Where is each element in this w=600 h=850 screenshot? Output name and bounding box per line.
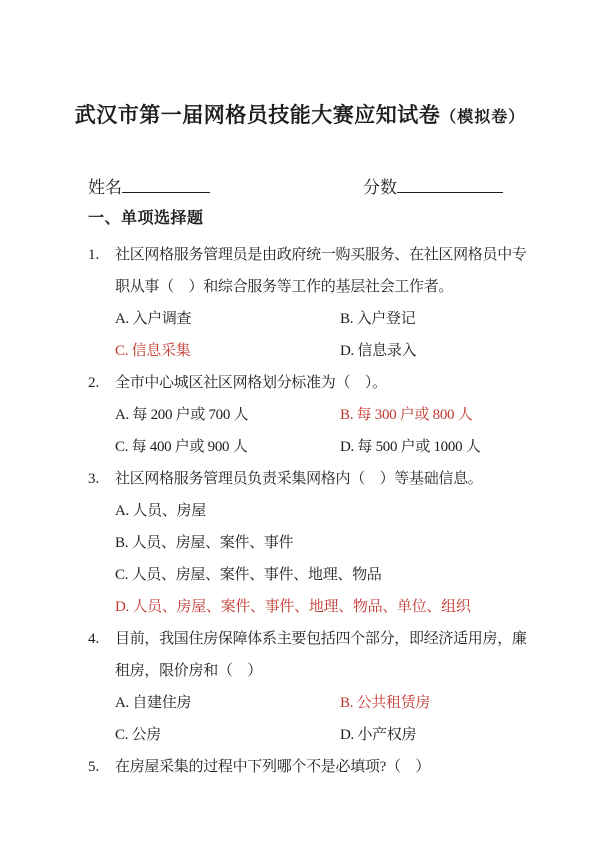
question-2-options [115,399,600,463]
question-number: 2. [88,375,100,392]
document-title-main: 武汉市第一届网格员技能大赛应知试卷 [74,103,441,127]
question-2 [88,367,600,463]
question-text: 社区网格服务管理员是由政府统一购买服务、在社区网格员中专职从事（ ）和综合服务等工作的基层社会工作者。 [115,247,527,296]
question-text: 社区网格服务管理员负责采集网格内（ ）等基础信息。 [115,471,483,488]
option: A. 自建住房 [115,695,192,712]
question-1 [88,239,600,367]
name-field [88,177,210,199]
option-answer-highlighted: B. 公共租赁房 [340,695,431,712]
question-3 [88,463,600,623]
question-number: 3. [88,471,100,488]
name-blank-line [122,177,210,193]
question-text: 在房屋采集的过程中下列哪个不是必填项?（ ） [115,759,431,776]
option: C. 每 400 户或 900 人 [115,439,248,456]
question-4-head [88,623,600,687]
option: B. 入户登记 [340,311,416,328]
score-label: 分数 [363,178,397,198]
question-number: 5. [88,759,100,776]
question-text: 全市中心城区社区网格划分标准为（ ）。 [115,375,387,392]
name-label: 姓名 [88,178,122,198]
question-number: 1. [88,247,100,264]
option: D. 信息录入 [340,343,417,360]
score-field [363,177,503,199]
option-answer-highlighted: D. 人员、房屋、案件、事件、地理、物品、单位、组织 [115,599,471,616]
option: A. 人员、房屋 [115,503,206,520]
name-score-row [88,177,600,199]
questions-list [88,239,600,783]
question-5 [88,751,600,783]
document-title [0,0,600,131]
question-number: 4. [88,631,100,648]
option: A. 每 200 户或 700 人 [115,407,249,424]
question-1-options [115,303,600,367]
option: C. 公房 [115,727,162,744]
option: A. 入户调查 [115,311,192,328]
question-1-head [88,239,600,303]
option: D. 每 500 户或 1000 人 [340,439,481,456]
option-answer-highlighted: C. 信息采集 [115,343,191,360]
option-answer-highlighted: B. 每 300 户或 800 人 [340,407,473,424]
document-title-paren: （模拟卷） [440,109,526,126]
question-4-options [115,687,600,751]
question-2-head [88,367,600,399]
question-3-head [88,463,600,495]
question-4 [88,623,600,751]
question-3-options [115,495,600,623]
question-5-head [88,751,600,783]
section-heading: 一、单项选择题 [88,210,204,228]
question-text: 目前，我国住房保障体系主要包括四个部分，即经济适用房，廉租房，限价房和（ ） [115,631,527,680]
score-blank-line [397,177,503,193]
option: B. 人员、房屋、案件、事件 [115,535,294,552]
option: C. 人员、房屋、案件、事件、地理、物品 [115,567,382,584]
option: D. 小产权房 [340,727,417,744]
